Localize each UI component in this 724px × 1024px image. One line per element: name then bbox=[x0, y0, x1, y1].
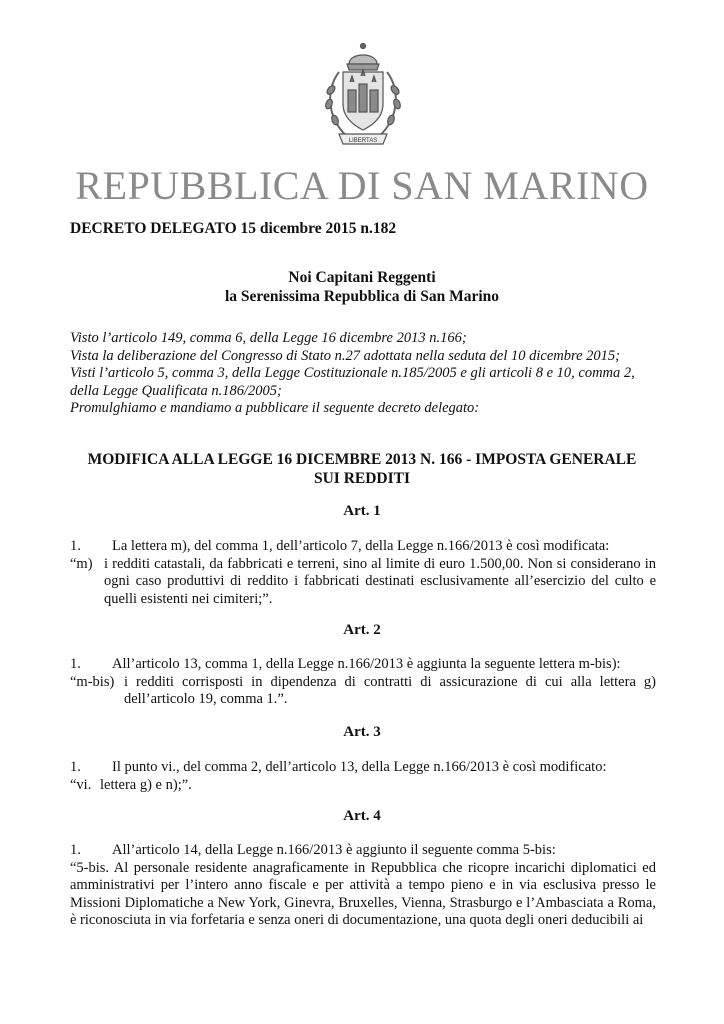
law-heading-line-1: MODIFICA ALLA LEGGE 16 DICEMBRE 2013 N. 166 - IMPOSTA GENERALE bbox=[87, 451, 637, 468]
law-heading bbox=[60, 450, 664, 488]
article-1-title: Art. 1 bbox=[343, 503, 381, 519]
article-3-body bbox=[70, 759, 656, 794]
article-2-title: Art. 2 bbox=[343, 622, 381, 638]
amendment-label: “vi. bbox=[70, 776, 92, 793]
article-1-body bbox=[70, 538, 656, 608]
law-heading-line-2: SUI REDDITI bbox=[313, 470, 411, 487]
capitani-reggenti-block bbox=[0, 268, 724, 306]
paragraph-number: 1. bbox=[70, 759, 81, 775]
article-1-intro bbox=[70, 538, 656, 556]
article-2-body bbox=[70, 656, 656, 709]
document-title: REPUBBLICA DI SAN MARINO bbox=[75, 163, 649, 208]
paragraph-text: All’articolo 13, comma 1, della Legge n.166/2013 è aggiunta la seguente lettera m-bis): bbox=[112, 656, 621, 672]
paragraph-text: Il punto vi., del comma 2, dell’articolo 13, della Legge n.166/2013 è così modificato: bbox=[112, 759, 607, 775]
emblem-motto: LIBERTAS bbox=[348, 138, 378, 144]
decree-heading: DECRETO DELEGATO 15 dicembre 2015 n.182 bbox=[70, 220, 397, 237]
article-1-amendment bbox=[70, 556, 656, 609]
article-4-title: Art. 4 bbox=[343, 808, 381, 824]
amendment-text: lettera g) e n);”. bbox=[100, 776, 192, 793]
article-4-body bbox=[70, 842, 656, 930]
preamble-line: Promulghiamo e mandiamo a pubblicare il seguente decreto delegato: bbox=[70, 400, 480, 416]
paragraph-number: 1. bbox=[70, 538, 81, 554]
article-2-intro bbox=[70, 656, 656, 674]
preamble bbox=[70, 330, 656, 418]
amendment-label: “m-bis) bbox=[70, 673, 115, 690]
preamble-line: della Legge Qualificata n.186/2005; bbox=[70, 382, 282, 399]
amendment-label: “m) bbox=[70, 555, 93, 572]
paragraph-text: La lettera m), del comma 1, dell’articolo 7, della Legge n.166/2013 è così modificata: bbox=[112, 538, 610, 554]
article-3-intro bbox=[70, 759, 656, 777]
article-4-amendment-text: “5-bis. Al personale residente anagraficamente in Repubblica che ricopre incarichi diplomatici ed amministrativi per l’intero anno fiscale e per attività a tempo pieno e in via esclusiva presso le Missioni Diplomatiche a New York, Ginevra, Bruxelles, Vienna, Strasburgo e l’Ambasciata a Roma, è riconosciuta in via forfetaria e senza oneri di documentazione, una quota degli oneri deducibili ai bbox=[70, 859, 656, 928]
amendment-text: i redditi corrisposti in dipendenza di contratti di assicurazione di cui alla lettera g) dell’articolo 19, comma 1.”. bbox=[124, 673, 656, 707]
preamble-line: Visti l’articolo 5, comma 3, della Legge Costituzionale n.185/2005 e gli articoli 8 e 10, comma 2, bbox=[70, 365, 635, 381]
paragraph-number: 1. bbox=[70, 656, 81, 672]
preamble-line: Vista la deliberazione del Congresso di Stato n.27 adottata nella seduta del 10 dicembre 2015; bbox=[70, 347, 621, 364]
article-4-intro bbox=[70, 842, 656, 860]
amendment-text: i redditi catastali, da fabbricati e terreni, sino al limite di euro 1.500,00. Non si considerano in ogni caso produttivi di reddito i fabbricati destinati esclusivamente all’esercizio del culto e quelli esistenti nei cimiteri;”. bbox=[104, 555, 656, 607]
capitani-line-2: la Serenissima Repubblica di San Marino bbox=[224, 288, 500, 305]
coat-of-arms-emblem bbox=[311, 42, 415, 150]
paragraph-text: All’articolo 14, della Legge n.166/2013 è aggiunto il seguente comma 5-bis: bbox=[112, 842, 556, 858]
article-3-amendment bbox=[70, 777, 656, 795]
paragraph-number: 1. bbox=[70, 842, 81, 858]
preamble-line: Visto l’articolo 149, comma 6, della Legge 16 dicembre 2013 n.166; bbox=[70, 330, 467, 346]
article-3-title: Art. 3 bbox=[343, 724, 381, 740]
capitani-line-1: Noi Capitani Reggenti bbox=[288, 269, 436, 286]
article-2-amendment bbox=[70, 674, 656, 709]
